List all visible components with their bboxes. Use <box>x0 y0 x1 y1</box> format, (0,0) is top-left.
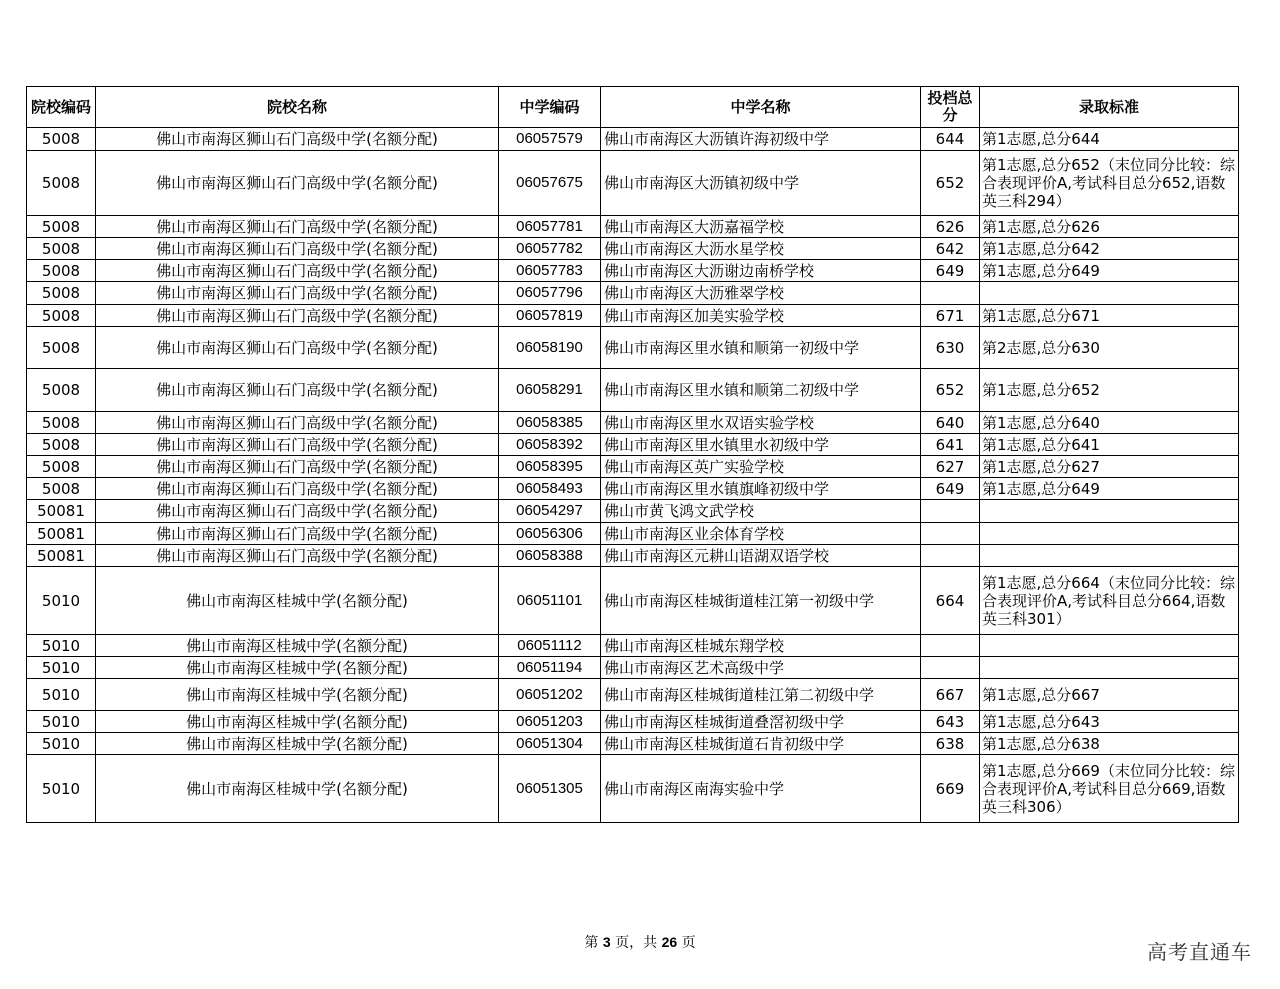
table-row <box>27 238 1239 260</box>
middle-school-name-cell: 佛山市南海区业余体育学校 <box>601 523 921 545</box>
school-code-cell: 5008 <box>27 478 96 500</box>
admission-standard-cell: 第1志愿,总分642 <box>980 238 1239 260</box>
school-code-cell: 5008 <box>27 128 96 151</box>
header-middle-school-code: 中学编码 <box>499 87 601 128</box>
admission-standard-cell: 第1志愿,总分652 <box>980 369 1239 412</box>
table-row <box>27 545 1239 567</box>
middle-school-code-cell: 06058385 <box>499 412 601 434</box>
middle-school-name-cell: 佛山市南海区桂城街道叠滘初级中学 <box>601 711 921 733</box>
school-code-cell: 5010 <box>27 679 96 711</box>
table-row <box>27 456 1239 478</box>
total-score-cell: 667 <box>921 679 980 711</box>
school-name-cell: 佛山市南海区狮山石门高级中学(名额分配) <box>96 260 499 282</box>
middle-school-code-cell: 06054297 <box>499 500 601 523</box>
header-middle-school-name: 中学名称 <box>601 87 921 128</box>
middle-school-name-cell: 佛山市南海区大沥雅翠学校 <box>601 282 921 305</box>
school-name-cell: 佛山市南海区狮山石门高级中学(名额分配) <box>96 523 499 545</box>
middle-school-name-cell: 佛山市南海区桂城街道桂江第一初级中学 <box>601 567 921 635</box>
admission-standard-cell: 第1志愿,总分649 <box>980 478 1239 500</box>
middle-school-name-cell: 佛山市南海区里水镇和顺第一初级中学 <box>601 327 921 369</box>
middle-school-name-cell: 佛山市南海区桂城东翔学校 <box>601 635 921 657</box>
total-score-cell <box>921 545 980 567</box>
school-code-cell: 5008 <box>27 216 96 238</box>
total-score-cell: 649 <box>921 478 980 500</box>
page-label-prefix: 第 <box>584 935 599 951</box>
middle-school-name-cell: 佛山市南海区里水双语实验学校 <box>601 412 921 434</box>
admission-standard-cell <box>980 657 1239 679</box>
middle-school-code-cell: 06058190 <box>499 327 601 369</box>
table-row <box>27 369 1239 412</box>
school-code-cell: 50081 <box>27 545 96 567</box>
school-name-cell: 佛山市南海区狮山石门高级中学(名额分配) <box>96 151 499 216</box>
page-label-suffix: 页 <box>681 935 696 951</box>
admission-standard-cell: 第1志愿,总分667 <box>980 679 1239 711</box>
middle-school-code-cell: 06051304 <box>499 733 601 755</box>
school-code-cell: 5008 <box>27 238 96 260</box>
table-row <box>27 523 1239 545</box>
total-score-cell <box>921 635 980 657</box>
total-score-cell: 669 <box>921 755 980 823</box>
school-name-cell: 佛山市南海区桂城中学(名额分配) <box>96 733 499 755</box>
admission-standard-cell: 第1志愿,总分671 <box>980 305 1239 327</box>
table-row <box>27 434 1239 456</box>
total-score-cell: 671 <box>921 305 980 327</box>
middle-school-name-cell: 佛山市南海区大沥嘉福学校 <box>601 216 921 238</box>
admission-standard-cell: 第1志愿,总分627 <box>980 456 1239 478</box>
admission-standard-cell <box>980 523 1239 545</box>
school-name-cell: 佛山市南海区狮山石门高级中学(名额分配) <box>96 434 499 456</box>
middle-school-code-cell: 06051101 <box>499 567 601 635</box>
middle-school-code-cell: 06051194 <box>499 657 601 679</box>
admission-standard-cell: 第1志愿,总分649 <box>980 260 1239 282</box>
school-name-cell: 佛山市南海区桂城中学(名额分配) <box>96 711 499 733</box>
school-code-cell: 5008 <box>27 412 96 434</box>
school-code-cell: 5010 <box>27 711 96 733</box>
middle-school-code-cell: 06051305 <box>499 755 601 823</box>
middle-school-code-cell: 06057819 <box>499 305 601 327</box>
school-name-cell: 佛山市南海区桂城中学(名额分配) <box>96 679 499 711</box>
header-school-code: 院校编码 <box>27 87 96 128</box>
total-score-cell: 652 <box>921 369 980 412</box>
school-name-cell: 佛山市南海区狮山石门高级中学(名额分配) <box>96 282 499 305</box>
middle-school-name-cell: 佛山市南海区里水镇和顺第二初级中学 <box>601 369 921 412</box>
school-name-cell: 佛山市南海区桂城中学(名额分配) <box>96 657 499 679</box>
middle-school-name-cell: 佛山市南海区大沥水星学校 <box>601 238 921 260</box>
middle-school-code-cell: 06057782 <box>499 238 601 260</box>
table-row <box>27 151 1239 216</box>
middle-school-code-cell: 06051203 <box>499 711 601 733</box>
total-score-cell: 641 <box>921 434 980 456</box>
admission-standard-cell: 第1志愿,总分644 <box>980 128 1239 151</box>
admission-standard-cell: 第1志愿,总分643 <box>980 711 1239 733</box>
school-name-cell: 佛山市南海区狮山石门高级中学(名额分配) <box>96 478 499 500</box>
table-row <box>27 711 1239 733</box>
total-score-cell: 638 <box>921 733 980 755</box>
header-total-score: 投档总分 <box>921 87 980 128</box>
middle-school-code-cell: 06057579 <box>499 128 601 151</box>
middle-school-code-cell: 06056306 <box>499 523 601 545</box>
header-school-name: 院校名称 <box>96 87 499 128</box>
table-row <box>27 128 1239 151</box>
page-footer <box>0 932 1280 952</box>
total-score-cell: 640 <box>921 412 980 434</box>
middle-school-code-cell: 06057675 <box>499 151 601 216</box>
school-code-cell: 5008 <box>27 369 96 412</box>
school-code-cell: 5010 <box>27 755 96 823</box>
admission-standard-cell <box>980 545 1239 567</box>
school-code-cell: 5008 <box>27 260 96 282</box>
table-row <box>27 478 1239 500</box>
middle-school-name-cell: 佛山市南海区里水镇里水初级中学 <box>601 434 921 456</box>
admission-standard-cell: 第2志愿,总分630 <box>980 327 1239 369</box>
admission-standard-cell: 第1志愿,总分664（末位同分比较：综合表现评价A,考试科目总分664,语数英三科301） <box>980 567 1239 635</box>
table-row <box>27 755 1239 823</box>
school-name-cell: 佛山市南海区狮山石门高级中学(名额分配) <box>96 369 499 412</box>
middle-school-name-cell: 佛山市南海区大沥镇许海初级中学 <box>601 128 921 151</box>
middle-school-code-cell: 06051112 <box>499 635 601 657</box>
page-label-mid: 页，共 <box>615 935 658 951</box>
school-name-cell: 佛山市南海区桂城中学(名额分配) <box>96 567 499 635</box>
table-row <box>27 260 1239 282</box>
page-number: 3 <box>602 934 611 950</box>
school-code-cell: 5008 <box>27 282 96 305</box>
school-name-cell: 佛山市南海区狮山石门高级中学(名额分配) <box>96 456 499 478</box>
admission-standard-cell <box>980 500 1239 523</box>
total-score-cell: 626 <box>921 216 980 238</box>
school-code-cell: 5008 <box>27 327 96 369</box>
school-code-cell: 5008 <box>27 434 96 456</box>
header-admission-standard: 录取标准 <box>980 87 1239 128</box>
total-score-cell: 649 <box>921 260 980 282</box>
table-row <box>27 733 1239 755</box>
table-row <box>27 412 1239 434</box>
school-code-cell: 5008 <box>27 456 96 478</box>
school-code-cell: 5010 <box>27 733 96 755</box>
middle-school-name-cell: 佛山市南海区艺术高级中学 <box>601 657 921 679</box>
table-row <box>27 567 1239 635</box>
admission-table <box>26 86 1239 823</box>
total-score-cell <box>921 657 980 679</box>
middle-school-name-cell: 佛山市南海区加美实验学校 <box>601 305 921 327</box>
table-row <box>27 216 1239 238</box>
middle-school-name-cell: 佛山市南海区南海实验中学 <box>601 755 921 823</box>
total-score-cell: 627 <box>921 456 980 478</box>
admission-standard-cell <box>980 635 1239 657</box>
total-score-cell <box>921 523 980 545</box>
middle-school-code-cell: 06051202 <box>499 679 601 711</box>
middle-school-name-cell: 佛山市南海区大沥谢边南桥学校 <box>601 260 921 282</box>
table-row <box>27 500 1239 523</box>
middle-school-name-cell: 佛山市黄飞鸿文武学校 <box>601 500 921 523</box>
admission-standard-cell: 第1志愿,总分669（末位同分比较：综合表现评价A,考试科目总分669,语数英三科306） <box>980 755 1239 823</box>
middle-school-code-cell: 06058493 <box>499 478 601 500</box>
school-name-cell: 佛山市南海区狮山石门高级中学(名额分配) <box>96 128 499 151</box>
total-score-cell: 644 <box>921 128 980 151</box>
school-name-cell: 佛山市南海区桂城中学(名额分配) <box>96 635 499 657</box>
middle-school-name-cell: 佛山市南海区元耕山语湖双语学校 <box>601 545 921 567</box>
admission-standard-cell: 第1志愿,总分640 <box>980 412 1239 434</box>
admission-standard-cell: 第1志愿,总分626 <box>980 216 1239 238</box>
school-name-cell: 佛山市南海区狮山石门高级中学(名额分配) <box>96 305 499 327</box>
middle-school-code-cell: 06058395 <box>499 456 601 478</box>
school-code-cell: 5010 <box>27 657 96 679</box>
table-header-row <box>27 87 1239 128</box>
admission-standard-cell: 第1志愿,总分638 <box>980 733 1239 755</box>
middle-school-name-cell: 佛山市南海区桂城街道桂江第二初级中学 <box>601 679 921 711</box>
admission-standard-cell: 第1志愿,总分652（末位同分比较：综合表现评价A,考试科目总分652,语数英三科294） <box>980 151 1239 216</box>
table-row <box>27 679 1239 711</box>
middle-school-code-cell: 06057796 <box>499 282 601 305</box>
school-name-cell: 佛山市南海区桂城中学(名额分配) <box>96 755 499 823</box>
total-score-cell <box>921 282 980 305</box>
school-name-cell: 佛山市南海区狮山石门高级中学(名额分配) <box>96 238 499 260</box>
table-row <box>27 635 1239 657</box>
table-row <box>27 327 1239 369</box>
school-code-cell: 5010 <box>27 635 96 657</box>
table-row <box>27 657 1239 679</box>
school-code-cell: 5010 <box>27 567 96 635</box>
school-name-cell: 佛山市南海区狮山石门高级中学(名额分配) <box>96 500 499 523</box>
school-name-cell: 佛山市南海区狮山石门高级中学(名额分配) <box>96 412 499 434</box>
middle-school-code-cell: 06057783 <box>499 260 601 282</box>
total-score-cell: 630 <box>921 327 980 369</box>
school-code-cell: 50081 <box>27 523 96 545</box>
middle-school-code-cell: 06058291 <box>499 369 601 412</box>
school-name-cell: 佛山市南海区狮山石门高级中学(名额分配) <box>96 545 499 567</box>
total-score-cell <box>921 500 980 523</box>
total-score-cell: 643 <box>921 711 980 733</box>
total-score-cell: 664 <box>921 567 980 635</box>
school-code-cell: 5008 <box>27 151 96 216</box>
middle-school-name-cell: 佛山市南海区桂城街道石肯初级中学 <box>601 733 921 755</box>
middle-school-code-cell: 06057781 <box>499 216 601 238</box>
middle-school-code-cell: 06058388 <box>499 545 601 567</box>
admission-standard-cell <box>980 282 1239 305</box>
watermark: 高考直通车 <box>1147 940 1252 964</box>
total-score-cell: 652 <box>921 151 980 216</box>
middle-school-name-cell: 佛山市南海区大沥镇初级中学 <box>601 151 921 216</box>
table-body <box>27 128 1239 823</box>
admission-standard-cell: 第1志愿,总分641 <box>980 434 1239 456</box>
total-score-cell: 642 <box>921 238 980 260</box>
middle-school-name-cell: 佛山市南海区里水镇旗峰初级中学 <box>601 478 921 500</box>
table-row <box>27 305 1239 327</box>
page-total: 26 <box>661 934 678 950</box>
school-name-cell: 佛山市南海区狮山石门高级中学(名额分配) <box>96 327 499 369</box>
middle-school-code-cell: 06058392 <box>499 434 601 456</box>
school-name-cell: 佛山市南海区狮山石门高级中学(名额分配) <box>96 216 499 238</box>
table-row <box>27 282 1239 305</box>
middle-school-name-cell: 佛山市南海区英广实验学校 <box>601 456 921 478</box>
school-code-cell: 5008 <box>27 305 96 327</box>
school-code-cell: 50081 <box>27 500 96 523</box>
